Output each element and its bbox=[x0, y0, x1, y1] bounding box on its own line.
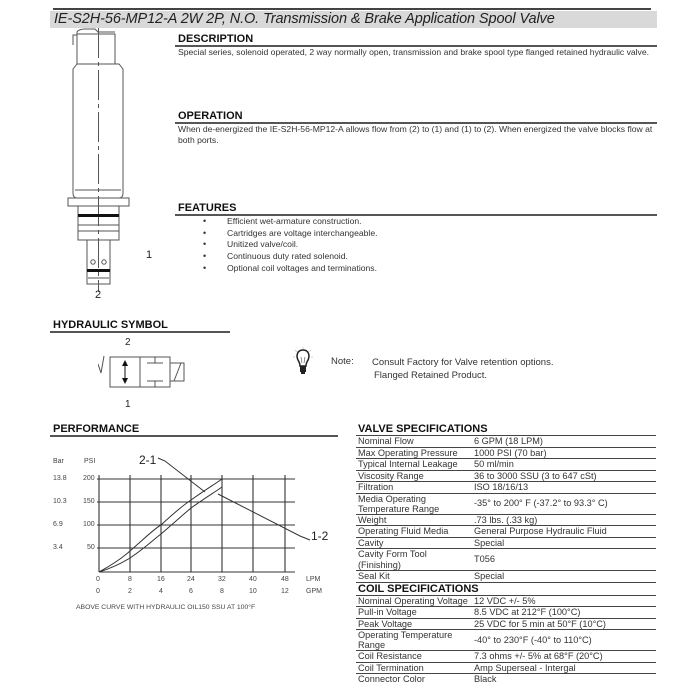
table-row bbox=[356, 459, 656, 471]
spec-value: 7.3 ohms +/- 5% at 68°F (20°C) bbox=[468, 651, 656, 663]
spec-key: Seal Kit bbox=[356, 571, 468, 583]
x-tick-gpm: 10 bbox=[249, 588, 257, 595]
spec-value: -35° to 200° F (-37.2° to 93.3° C) bbox=[468, 493, 656, 514]
table-row bbox=[356, 549, 656, 571]
x-tick-lpm: 24 bbox=[187, 576, 195, 583]
hydraulic-symbol bbox=[98, 352, 193, 400]
table-row bbox=[356, 537, 656, 549]
y-tick-psi: 50 bbox=[87, 544, 95, 551]
spec-key: Coil Resistance bbox=[356, 651, 468, 663]
x-tick-lpm: 0 bbox=[96, 576, 100, 583]
spec-value: T056 bbox=[468, 549, 656, 571]
spec-key: Operating Temperature Range bbox=[356, 630, 468, 651]
y-axis-unit-psi: PSI bbox=[84, 458, 96, 465]
table-row bbox=[356, 618, 656, 630]
table-row bbox=[356, 595, 656, 607]
spec-key: Viscosity Range bbox=[356, 470, 468, 482]
feature-item: • Cartridges are voltage interchangeable. bbox=[203, 228, 377, 240]
top-rule bbox=[53, 8, 651, 10]
performance-rule bbox=[50, 435, 338, 437]
table-row bbox=[356, 436, 656, 448]
spec-key: Peak Voltage bbox=[356, 618, 468, 630]
port-2-label: 2 bbox=[95, 289, 102, 301]
operation-text: When de-energized the IE-S2H-56-MP12-A allows flow from (2) to (1) and (1) to (2). When energized the valve blocks flow at both ports. bbox=[178, 124, 653, 145]
y-tick-psi: 100 bbox=[83, 521, 95, 528]
x-tick-gpm: 4 bbox=[159, 588, 163, 595]
performance-caption: ABOVE CURVE WITH HYDRAULIC OIL150 SSU AT 100°F bbox=[76, 604, 256, 611]
table-row bbox=[356, 482, 656, 494]
valve-specs-heading: VALVE SPECIFICATIONS bbox=[356, 423, 656, 436]
y-axis-unit-bar: Bar bbox=[53, 458, 64, 465]
spec-value: -40° to 230°F (-40° to 110°C) bbox=[468, 630, 656, 651]
x-tick-lpm: 8 bbox=[128, 576, 132, 583]
spec-key: Cavity bbox=[356, 537, 468, 549]
spec-value: 50 ml/min bbox=[468, 459, 656, 471]
lightbulb-icon bbox=[293, 347, 313, 377]
features-list bbox=[203, 216, 377, 275]
valve-specs-table bbox=[356, 423, 656, 685]
spec-key: Weight bbox=[356, 514, 468, 526]
spec-key: Typical Internal Leakage bbox=[356, 459, 468, 471]
table-row bbox=[356, 493, 656, 514]
spec-value: Special bbox=[468, 537, 656, 549]
spec-value: Black bbox=[474, 674, 497, 684]
spec-value: 6 GPM (18 LPM) bbox=[468, 436, 656, 448]
table-row bbox=[356, 571, 656, 583]
table-row bbox=[356, 630, 656, 651]
spec-value: ISO 18/16/13 bbox=[468, 482, 656, 494]
x-tick-gpm: 6 bbox=[189, 588, 193, 595]
table-row bbox=[356, 447, 656, 459]
y-tick-bar: 6.9 bbox=[53, 521, 63, 528]
spec-key: Operating Fluid Media bbox=[356, 526, 468, 538]
y-tick-psi: 150 bbox=[83, 498, 95, 505]
x-unit-gpm: GPM bbox=[306, 588, 322, 595]
note-label: Note: bbox=[331, 356, 354, 367]
spec-key: Filtration bbox=[356, 482, 468, 494]
coil-specs-heading: COIL SPECIFICATIONS bbox=[356, 582, 656, 595]
symbol-port-2-label: 2 bbox=[125, 337, 131, 348]
spec-key: Cavity Form Tool (Finishing) bbox=[356, 549, 468, 571]
valve-drawing bbox=[55, 28, 165, 308]
x-tick-lpm: 48 bbox=[281, 576, 289, 583]
performance-heading: PERFORMANCE bbox=[53, 423, 140, 435]
x-unit-lpm: LPM bbox=[306, 576, 321, 583]
description-text: Special series, solenoid operated, 2 way normally open, transmission and brake spool type flanged retained hydraulic valve. bbox=[178, 47, 650, 57]
performance-chart bbox=[90, 450, 340, 580]
spec-value: 1000 PSI (70 bar) bbox=[468, 447, 656, 459]
table-row bbox=[356, 607, 656, 619]
x-tick-lpm: 32 bbox=[218, 576, 226, 583]
port-1-label: 1 bbox=[146, 249, 153, 261]
x-tick-lpm: 40 bbox=[249, 576, 257, 583]
hydraulic-symbol-heading: HYDRAULIC SYMBOL bbox=[53, 319, 168, 331]
features-heading: FEATURES bbox=[178, 202, 237, 214]
table-row bbox=[356, 651, 656, 663]
feature-item: • Optional coil voltages and terminations. bbox=[203, 263, 377, 275]
y-tick-psi: 200 bbox=[83, 475, 95, 482]
page-title: IE-S2H-56-MP12-A 2W 2P, N.O. Transmission & Brake Application Spool Valve bbox=[54, 11, 555, 27]
y-tick-bar: 10.3 bbox=[53, 498, 67, 505]
x-tick-lpm: 16 bbox=[157, 576, 165, 583]
spec-key: Nominal Flow bbox=[356, 436, 468, 448]
spec-key: Nominal Operating Voltage bbox=[358, 595, 468, 606]
table-row bbox=[356, 674, 656, 685]
x-tick-gpm: 0 bbox=[96, 588, 100, 595]
spec-value: .73 lbs. (.33 kg) bbox=[468, 514, 656, 526]
spec-value: 12 VDC +/- 5% bbox=[468, 595, 656, 607]
spec-value: Special bbox=[468, 571, 656, 583]
spec-key: Coil Termination bbox=[356, 662, 468, 674]
y-tick-bar: 3.4 bbox=[53, 544, 63, 551]
hydraulic-symbol-rule bbox=[50, 331, 230, 333]
note-line-2: Flanged Retained Product. bbox=[374, 370, 488, 381]
table-row bbox=[356, 662, 656, 674]
series-label-2-1: 2-1 bbox=[139, 453, 157, 467]
spec-value: Amp Superseal - Intergal bbox=[468, 662, 656, 674]
table-row bbox=[356, 470, 656, 482]
x-tick-gpm: 8 bbox=[220, 588, 224, 595]
feature-item: • Continuous duty rated solenoid. bbox=[203, 251, 377, 263]
spec-value: 36 to 3000 SSU (3 to 647 cSt) bbox=[468, 470, 656, 482]
y-tick-bar: 13.8 bbox=[53, 475, 67, 482]
spec-value: General Purpose Hydraulic Fluid bbox=[468, 526, 656, 538]
symbol-port-1-label: 1 bbox=[125, 399, 131, 410]
spec-key: Connector Color bbox=[358, 674, 425, 684]
x-tick-gpm: 12 bbox=[281, 588, 289, 595]
table-row bbox=[356, 514, 656, 526]
feature-item: • Unitized valve/coil. bbox=[203, 239, 377, 251]
spec-key: Max Operating Pressure bbox=[356, 447, 468, 459]
spec-value: 8.5 VDC at 212°F (100°C) bbox=[468, 607, 656, 619]
spec-value: 25 VDC for 5 min at 50°F (10°C) bbox=[468, 618, 656, 630]
note-line-1: Consult Factory for Valve retention options. bbox=[372, 357, 554, 368]
spec-key: Media Operating Temperature Range bbox=[356, 493, 468, 514]
x-tick-gpm: 2 bbox=[128, 588, 132, 595]
series-label-1-2: 1-2 bbox=[311, 529, 329, 543]
spec-key: Pull-in Voltage bbox=[356, 607, 468, 619]
table-row bbox=[356, 526, 656, 538]
description-heading: DESCRIPTION bbox=[178, 33, 254, 45]
feature-item: • Efficient wet-armature construction. bbox=[203, 216, 377, 228]
operation-heading: OPERATION bbox=[178, 110, 243, 122]
